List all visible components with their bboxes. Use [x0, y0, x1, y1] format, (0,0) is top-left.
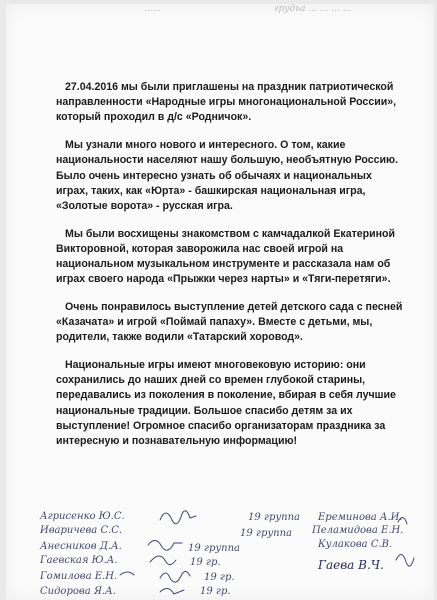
signature-name: Сидорова Я.А.: [40, 586, 116, 597]
signature-scribble: [396, 554, 414, 566]
signature-name: Гомилова Е.Н.: [40, 571, 118, 582]
signature-group: 19 группа: [240, 528, 293, 539]
signature-name: Анесников Д.А.: [40, 541, 122, 552]
paragraph: 27.04.2016 мы были приглашены на праздник патриотической направленности «Народные игры многонациональной России», который проходил в д/с «Родничок».: [56, 81, 397, 124]
signature-name: Агрисенко Ю.С.: [40, 511, 125, 522]
bleed-through-text: ......: [144, 4, 162, 14]
paragraph: Очень понравилось выступление детей детского сада с песней «Казачата» и игрой «Поймай папаху». Вместе с детьми, мы, родители, также водили «Татарский хоровод».: [56, 300, 403, 344]
paragraph: Мы были восхищены знакомством с камчадалкой Екатериной Викторовной, которая заворожила нас своей игрой на национальном музыкальном инструменте и рассказала нам об играх своего народа «Прыжки через нарты» и «Тяги-перетяги».: [56, 227, 396, 286]
signature-name: Пеламидова Е.Н.: [312, 525, 404, 536]
signature-group: 19 группа: [248, 512, 301, 523]
signature-group: 19 гр.: [200, 586, 231, 597]
signature-scribble: [160, 588, 184, 594]
signature-name: Гаевская Ю.А.: [40, 555, 118, 566]
signature-group: 19 гр.: [190, 557, 221, 568]
signature-group: 19 группа: [188, 543, 241, 554]
signature-group: 19 гр.: [204, 572, 235, 583]
signature-scribble: [120, 572, 134, 575]
signature-name: Гаева В.Ч.: [318, 558, 384, 572]
signature-scribble: [160, 571, 190, 582]
bleed-through-text: грудьа ... ... ... ...: [274, 4, 352, 14]
signature-name: Ереминова А.И.: [318, 512, 403, 523]
signature-name: Иваричева С.С.: [40, 525, 123, 536]
paragraph: Национальные игры имеют многовековую историю: они сохранились до наших дней со времен глубокой старины, передавались из поколения в поколение, вбирая в себя лучшие национальные традиции. Большое спасибо детям за их выступление! Огромное спасибо организаторам праздника за интересную и познавательную информацию!: [56, 359, 396, 448]
signature-scribble: [398, 517, 407, 524]
signature-scribble: [160, 511, 196, 524]
signature-scribble: [150, 556, 176, 565]
paragraph: Мы узнали много нового и интересного. О том, какие национальности населяют нашу большую, необъятную Россию. Было очень интересно узнать об обычаях и национальных играх, таких, как «Юрта» - башкирская национальная игра, «Золотые ворота» - русская игра.: [56, 139, 399, 212]
signature-scribble: [148, 540, 182, 550]
signature-name: Кулакова С.В.: [318, 539, 393, 550]
